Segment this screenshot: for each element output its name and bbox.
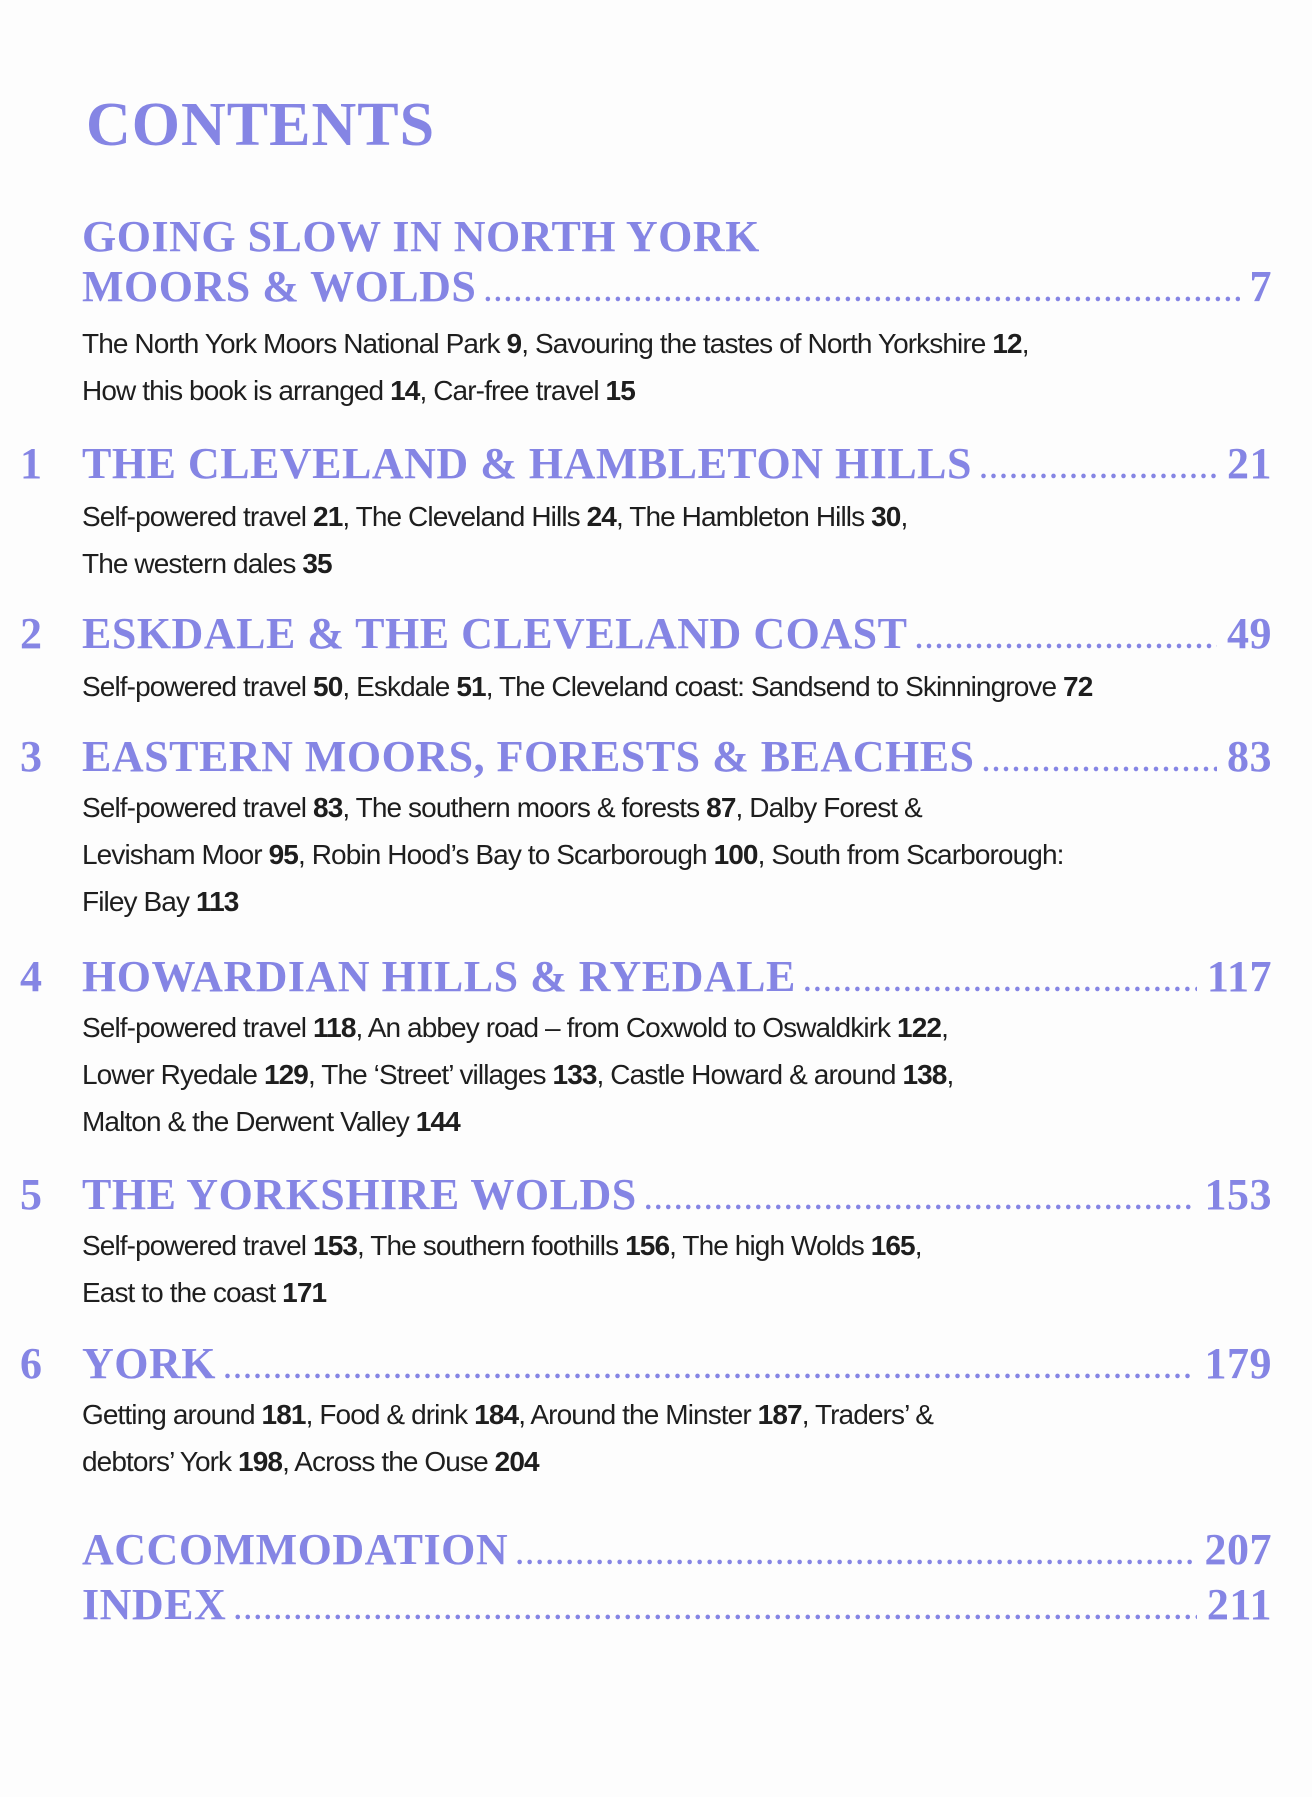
section-page-number: 133 <box>552 1059 597 1090</box>
chapter-heading[interactable] <box>82 439 1272 489</box>
section-line: Self-powered travel 118, An abbey road – from Coxwold to Oswaldkirk 122, <box>82 1012 948 1043</box>
section-page-number: 100 <box>713 839 758 870</box>
section-page-number: 9 <box>506 328 522 359</box>
dot-leader <box>516 1531 1194 1581</box>
section-page-number: 138 <box>902 1059 947 1090</box>
intro-heading[interactable] <box>82 212 1272 312</box>
section-page-number: 30 <box>871 501 901 532</box>
section-line: Levisham Moor 95, Robin Hood’s Bay to Scarborough 100, South from Scarborough: <box>82 839 1064 870</box>
chapter-sections <box>82 784 1202 925</box>
section-line: The western dales 35 <box>82 548 332 579</box>
chapter-sections <box>82 1004 1202 1145</box>
section-line: Filey Bay 113 <box>82 886 239 917</box>
chapter-number: 1 <box>20 439 42 488</box>
section-page-number: 83 <box>313 792 343 823</box>
section-page-number: 198 <box>238 1446 283 1477</box>
chapter-page-number: 153 <box>1204 1170 1272 1219</box>
chapter-number: 3 <box>20 732 42 781</box>
section-page-number: 144 <box>415 1106 460 1137</box>
section-line: Lower Ryedale 129, The ‘Street’ villages 133, Castle Howard & around 138, <box>82 1059 954 1090</box>
section-line: Self-powered travel 50, Eskdale 51, The Cleveland coast: Sandsend to Skinningrove 72 <box>82 671 1093 702</box>
section-page-number: 50 <box>313 671 343 702</box>
intro-sections <box>82 320 1202 414</box>
chapter-heading[interactable] <box>82 609 1272 659</box>
dot-leader <box>645 1176 1195 1226</box>
chapter-page-number: 179 <box>1204 1339 1272 1388</box>
back-matter-page-number: 211 <box>1206 1580 1272 1629</box>
chapter-number: 6 <box>20 1339 42 1388</box>
dot-leader <box>915 615 1217 665</box>
section-page-number: 129 <box>263 1059 308 1090</box>
chapter-title: ESKDALE & THE CLEVELAND COAST <box>82 609 908 658</box>
accommodation-heading[interactable] <box>82 1525 1272 1575</box>
section-line: How this book is arranged 14, Car-free travel 15 <box>82 375 635 406</box>
section-page-number: 187 <box>757 1399 802 1430</box>
chapter-sections <box>82 493 1202 587</box>
dot-leader <box>484 268 1239 318</box>
back-matter-title: ACCOMMODATION <box>82 1525 509 1574</box>
section-line: Getting around 181, Food & drink 184, Around the Minster 187, Traders’ & <box>82 1399 934 1430</box>
page-title: CONTENTS <box>86 91 436 159</box>
index-heading[interactable] <box>82 1580 1272 1630</box>
dot-leader <box>234 1586 1197 1636</box>
section-page-number: 12 <box>992 328 1022 359</box>
section-line: debtors’ York 198, Across the Ouse 204 <box>82 1446 539 1477</box>
chapter-title: THE YORKSHIRE WOLDS <box>82 1170 637 1219</box>
chapter-title: THE CLEVELAND & HAMBLETON HILLS <box>82 439 972 488</box>
section-page-number: 184 <box>474 1399 519 1430</box>
section-page-number: 204 <box>494 1446 539 1477</box>
dot-leader <box>980 445 1217 495</box>
section-line: East to the coast 171 <box>82 1277 327 1308</box>
section-page-number: 122 <box>897 1012 942 1043</box>
section-page-number: 51 <box>456 671 486 702</box>
chapter-page-number: 21 <box>1227 439 1272 488</box>
chapter-sections <box>82 663 1202 710</box>
section-line: Malton & the Derwent Valley 144 <box>82 1106 460 1137</box>
section-page-number: 87 <box>706 792 736 823</box>
section-page-number: 165 <box>870 1230 915 1261</box>
dot-leader <box>804 958 1197 1008</box>
dot-leader <box>224 1345 1195 1395</box>
chapter-heading[interactable] <box>82 1170 1272 1220</box>
section-page-number: 153 <box>313 1230 358 1261</box>
chapter-title: HOWARDIAN HILLS & RYEDALE <box>82 952 796 1001</box>
chapter-heading[interactable] <box>82 732 1272 782</box>
back-matter-title: INDEX <box>82 1580 227 1629</box>
section-page-number: 95 <box>268 839 298 870</box>
chapter-sections <box>82 1222 1202 1316</box>
chapter-number: 4 <box>20 952 42 1001</box>
section-page-number: 72 <box>1063 671 1093 702</box>
chapter-heading[interactable] <box>82 952 1272 1002</box>
chapter-page-number: 117 <box>1206 952 1272 1001</box>
section-line: Self-powered travel 83, The southern moors & forests 87, Dalby Forest & <box>82 792 922 823</box>
section-page-number: 118 <box>313 1012 356 1043</box>
section-page-number: 181 <box>261 1399 306 1430</box>
section-page-number: 14 <box>390 375 420 406</box>
intro-title-line1: GOING SLOW IN NORTH YORK <box>82 212 760 261</box>
chapter-number: 5 <box>20 1170 42 1219</box>
section-line: Self-powered travel 153, The southern foothills 156, The high Wolds 165, <box>82 1230 922 1261</box>
intro-title-row <box>82 262 1272 312</box>
chapter-number: 2 <box>20 609 42 658</box>
section-page-number: 21 <box>313 501 343 532</box>
chapter-page-number: 83 <box>1227 732 1272 781</box>
section-line: The North York Moors National Park 9, Savouring the tastes of North Yorkshire 12, <box>82 328 1029 359</box>
intro-page-number: 7 <box>1249 262 1272 311</box>
intro-title-line2: MOORS & WOLDS <box>82 262 477 311</box>
section-page-number: 171 <box>282 1277 327 1308</box>
chapter-title: YORK <box>82 1339 216 1388</box>
chapter-heading[interactable] <box>82 1339 1272 1389</box>
section-line: Self-powered travel 21, The Cleveland Hills 24, The Hambleton Hills 30, <box>82 501 908 532</box>
section-page-number: 35 <box>302 548 332 579</box>
dot-leader <box>983 738 1217 788</box>
back-matter-page-number: 207 <box>1204 1525 1272 1574</box>
section-page-number: 113 <box>195 886 239 917</box>
section-page-number: 156 <box>625 1230 670 1261</box>
section-page-number: 24 <box>586 501 616 532</box>
chapter-sections <box>82 1391 1202 1485</box>
chapter-page-number: 49 <box>1227 609 1272 658</box>
section-page-number: 15 <box>605 375 635 406</box>
chapter-title: EASTERN MOORS, FORESTS & BEACHES <box>82 732 975 781</box>
